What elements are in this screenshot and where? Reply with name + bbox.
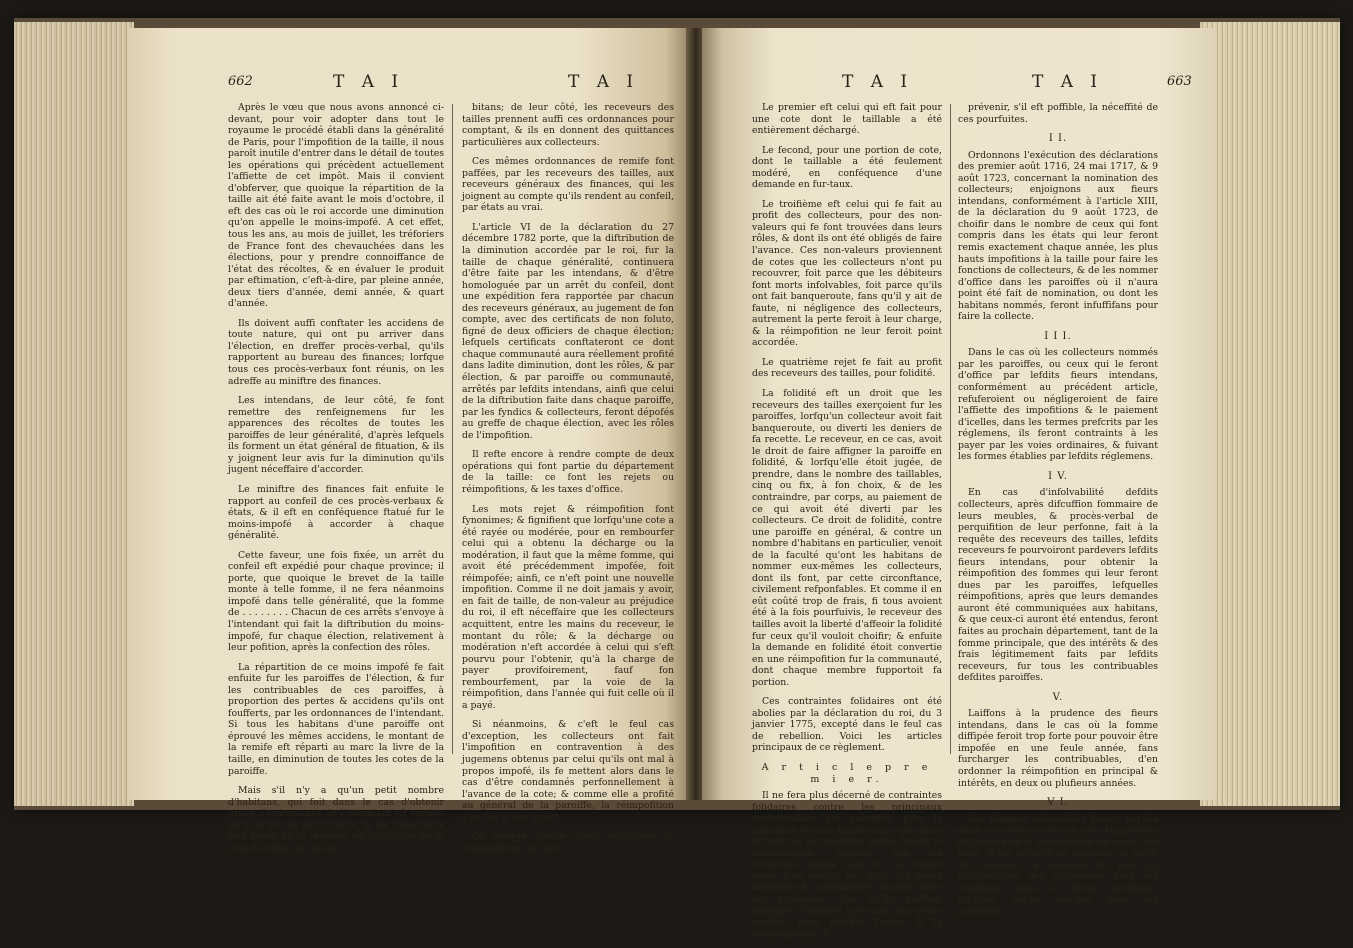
paragraph: On compte quatre objets ordinaires de réimpofition, ou rejet. [462, 831, 674, 854]
running-head: T A I [1032, 72, 1104, 92]
paragraph: La répartition de ce moins impofé fe fait enfuite fur les paroiffes de l'élection, & fur les contribuables de ces paroiffes, à proportion des pertes & accidens qu'ils ont foufferts, par les ordonnances de l'intendant. Si tous les habitans d'une paroiffe ont éprouvé les mêmes accidens, le montant de la remife eft réparti au marc la livre de la taille, en diminution de toutes les cotes de la paroiffe. [228, 661, 444, 777]
paragraph: Le quatrième rejet fe fait au profit des receveurs des tailles, pour folidité. [752, 356, 942, 380]
text-column-2 [958, 102, 1158, 926]
paragraph: Cette faveur, une fois fixée, un arrêt du confeil eft expédié pour chaque province; il porte, que quoique le brevet de la taille monte à telle fomme, il ne fera néanmoins impofé dans telle généralité, que la fomme de . . . . . . . . Chacun de ces arrêts s'envoye à l'intendant qui fait la diftribution du moins-impofé, fur chaque élection, relativement à leur pofition, après la confection des rôles. [228, 549, 444, 654]
paragraph: Le premier eft celui qui eft fait pour une cote dont le taillable a été entièrement déchargé. [752, 102, 942, 137]
paragraph: Ordonnons l'exécution des déclarations des premier août 1716, 24 mai 1717, & 9 août 1723, concernant la nomination des collecteurs; enjoignons aux fieurs intendans, conformément à l'article XIII, de la déclaration du 9 août 1723, de choifir dans le nombre de ceux qui font compris dans les états qui leur feront remis exactement chaque année, les plus hauts impofitions à la taille pour faire les fonctions de collecteurs, & de les nommer d'office dans les paroiffes où il n'aura point été fait de nomination, ou dont les habitans nommés, feront infuffifans pour faire la collecte. [958, 149, 1158, 323]
paragraph: Après le vœu que nous avons annoncé ci-devant, pour voir adopter dans tout le royaume le procédé établi dans la généralité de Paris, pour l'impofition de la taille, il nous paroît inutile d'entrer dans le détail de toutes les opérations qui précèdent actuellement l'affiette de cet impôt. Mais il convient d'obferver, que quoique la répartition de la taille ait été faite avant le mois d'octobre, il eft des cas où le roi accorde une diminution qu'on appelle le moins-impofé. A cet effet, tous les ans, au mois de juillet, les tréforiers de France font des chevauchées dans les élections, pour y prendre connoiffance de l'état des récoltes, & en évaluer le produit par eftimation, c'eft-à-dire, par pleine année, deux tiers d'année, demi année, & quart d'année. [228, 102, 444, 310]
paragraph: Ces mêmes ordonnances de remife font paffées, par les receveurs des tailles, aux receveurs généraux des finances, qui les joignent au compte qu'ils rendent au confeil, par états au vrai. [462, 156, 674, 214]
running-head: T A I [568, 72, 640, 92]
column-rule [452, 104, 453, 754]
paragraph: Mais s'il n'y a qu'un petit nombre d'habitans, qui foit dans le cas d'obtenir grace, l'ordonnance de l'intendant eft rendue au nom de ces particuliers, & les collecteurs font tenus de la recevoir en déduction de la cote de taille de ces ha- [228, 785, 444, 854]
paragraph: Les fommes réimpofées feront payées dans les mêmes termes que l'impofition de l'année où la réimpofition en auroit été faite, & les intérêts en courront au profit du receveur, à compter du jour où l'infolvabilité des collecteurs aura été conftatée dans la forme ordinaire, jufqu'au temps marqué pour les paiemens. [958, 813, 1158, 917]
page-edges-left [14, 22, 134, 806]
paragraph: Dans le cas où les collecteurs nommés par les paroiffes, ou ceux qui le feront d'office par lefdits fieurs intendans, conformément au précédent article, refuferoient ou négligeroient de faire l'affiette des impofitions & le paiement d'icelles, dans les termes prefcrits par les réglemens, ils feront contraints à les payer par les voies ordinaires, & fuivant les formes établies par lefdits réglemens. [958, 347, 1158, 463]
right-page [702, 28, 1217, 940]
section-heading: I V. [1048, 470, 1068, 482]
page-edges-right [1200, 22, 1340, 806]
paragraph: Les mots rejet & réimpofition font fynonimes; & fignifient que lorfqu'une cote a été rayée ou modérée, pour en rembourfer celui qui a obtenu la décharge ou la modération, il faut que la même fomme, qui avoit été précédemment impofée, foit réimpofée; ainfi, ce n'eft point une nouvelle impofition. Comme il ne doit jamais y avoir, en fait de taille, de non-valeur au préjudice du roi, il eft néceffaire que les collecteurs acquittent, entre les mains du receveur, le montant du rôle; & la décharge ou modération n'eft accordée à celui qui s'eft pourvu pour l'obtenir, qu'à la charge de payer provifoirement, fauf fon rembourfement, par la voie de la réimpofition, dans l'année qui fuit celle où il a payé. [462, 503, 674, 711]
section-heading: I I. [1048, 133, 1068, 145]
paragraph: Le fecond, pour une portion de cote, dont le taillable a été feulement modéré, en conféquence d'une demande en fur-taux. [752, 144, 942, 191]
text-column-2 [462, 102, 674, 862]
running-head: T A I [333, 72, 405, 92]
paragraph: Ils doivent auffi conftater les accidens de toute nature, qui ont pu arriver dans l'élection, en dreffer procès-verbal, qu'ils rapportent au bureau des finances; lorfque tous ces procès-verbaux font réunis, on les adreffe au miniftre des finances. [228, 317, 444, 387]
text-column-1 [228, 102, 444, 862]
paragraph: Ces contraintes folidaires ont été abolies par la déclaration du roi, du 3 janvier 1775, excepté dans le feul cas de rebellion. Voici les articles principaux de ce règlement. [752, 696, 942, 754]
paragraph: En cas d'infolvabilité defdits collecteurs, après difcuffion fommaire de leurs meubles, & procès-verbal de perquifition de leur perfonne, fait à la requête des receveurs des tailles, lefdits receveurs fe pourvoiront pardevers lefdits fieurs intendans, pour obtenir la réimpofition des fommes qui leur feront dues par les paroiffes, lefquelles réimpofitions, après que leurs demandes auront été communiquées aux habitans, & que ceux-ci auront été entendus, feront faites au prochain département, tant de la fomme principale, que des intérêts & des frais légitimement faits par lefdits receveurs, fur tous les contribuables defdites paroiffes. [958, 487, 1158, 684]
section-heading: V. [1052, 691, 1064, 703]
page-number: 662 [228, 74, 253, 89]
paragraph: Il ne fera plus décerné de contraintes folidaires contre les principaux contribuables des paroiffes, pour le paiement de nos impofitions, que dans le feul cas de rebellion, jugée contre la communauté; voulons que les receveurs, même dans ce cas, foient tenus d'en avertir par écrit, les fieurs intendans & commiffaires départis dans les provinces, afin qu'ils puiffent employer l'autorité que nous leur avons confiée, pour rétablir l'ordre & la fubordination, & [752, 790, 942, 940]
paragraph: La folidité eft un droit que les receveurs des tailles exerçoient fur les paroiffes, lorfqu'un collecteur avoit fait banqueroute, ou diverti les deniers de fa recette. Le receveur, en ce cas, avoit le droit de faire affigner la paroiffe en folidité, & lorfqu'elle étoit jugée, de prendre, dans le nombre des taillables, cinq ou fix, à fon choix, & de les contraindre, par corps, au paiement de ce qui avoit été diverti par les collecteurs. Ce droit de folidité, contre une paroiffe en général, & contre un nombre d'habitans en particulier, venoit de la faculté qu'ont les habitans de nommer eux-mêmes les collecteurs, dont ils font, par cette circonftance, civilement refponfables. Et comme il en eût coûté trop de frais, fi tous avoient été à la fois pourfuivis, le receveur des tailles avoit la liberté d'affeoir la folidité fur ceux qu'il vouloit choifir; & enfuite la demande en folidité étoit convertie en une réimpofition fur la communauté, dont chaque membre fupportoit fa portion. [752, 388, 942, 688]
section-heading: V I. [1047, 797, 1069, 809]
paragraph: Le troifième eft celui qui fe fait au profit des collecteurs, pour des non-valeurs qui fe font trouvées dans leurs rôles, & dont ils ont été obligés de faire l'avance. Ces non-valeurs proviennent de cotes que les collecteurs n'ont pu recouvrer, foit parce que les débiteurs font morts infolvables, foit parce qu'ils ont fait banqueroute, fans qu'il y ait de faute, ni négligence des collecteurs, autrement la perte feroit à leur charge, & la réimpofition ne leur feroit point accordée. [752, 198, 942, 349]
paragraph: L'article VI de la déclaration du 27 décembre 1782 porte, que la diftribution de la diminution accordée par le roi, fur la taille de chaque généralité, continuera d'être faite par les intendans, & d'être homologuée par un arrêt du confeil, dont une expédition fera rapportée par chacun des receveurs généraux, au jugement de fon compte, avec des certificats de non foluto, figné de deux officiers de chaque élection; lefquels certificats conftateront ce dont chaque communauté aura réellement profité dans ladite diminution, dont les rôles, & par élection, & par paroiffe ou communauté, arrêtés par lefdits intendans, ainfi que celui de la diftribution faite dans chaque paroiffe, par les fyndics & collecteurs, feront dépofés au greffe de chaque élection, avec les rôles de l'impofition. [462, 221, 674, 441]
paragraph: Si néanmoins, & c'eft le feul cas d'exception, les collecteurs ont fait l'impofition en contravention à des jugemens obtenus par celui qu'ils ont mal à propos impofé, ils fe mettent alors dans le cas d'être condamnés perfonnellement à l'avance de la cote; & comme elle a profité au général de la paroiffe, la réimpofition s'en fait à leur profit. [462, 719, 674, 823]
running-head: T A I [842, 72, 914, 92]
paragraph: Il refte encore à rendre compte de deux opérations qui font partie du département de la taille: ce font les rejets ou réimpofitions, & les taxes d'office. [462, 449, 674, 495]
paragraph: Les intendans, de leur côté, fe font remettre des renfeignemens fur les apparences des récoltes de toutes les paroiffes de leur généralité, d'après lefquels ils forment un état général de fituation, & ils y joignent leur avis fur la diminution qu'ils jugent néceffaire d'accorder. [228, 395, 444, 476]
left-page [128, 28, 688, 854]
article-heading: A r t i c l e p r e m i e r. [761, 761, 933, 785]
section-heading: I I I. [1044, 330, 1072, 342]
paragraph: prévenir, s'il eft poffible, la néceffité de ces pourfuites. [958, 102, 1158, 125]
paragraph: Laiffons à la prudence des fieurs intendans, dans le cas où la fomme diffipée feroit trop forte pour pouvoir être impofée en une feule année, fans furcharger les contribuables, d'en ordonner la réimpofition en principal & intérêts, en deux ou plufieurs années. [958, 708, 1158, 789]
page-number: 663 [1167, 74, 1192, 89]
paragraph: Le miniftre des finances fait enfuite le rapport au confeil de ces procès-verbaux & états, & il eft en conféquence ftatué fur le moins-impofé à accorder à chaque généralité. [228, 483, 444, 542]
paragraph: bitans; de leur côté, les receveurs des tailles prennent auffi ces ordonnances pour comptant, & ils en donnent des quittances particulières aux collecteurs. [462, 102, 674, 148]
column-rule [950, 104, 951, 754]
text-column-1 [752, 102, 942, 948]
